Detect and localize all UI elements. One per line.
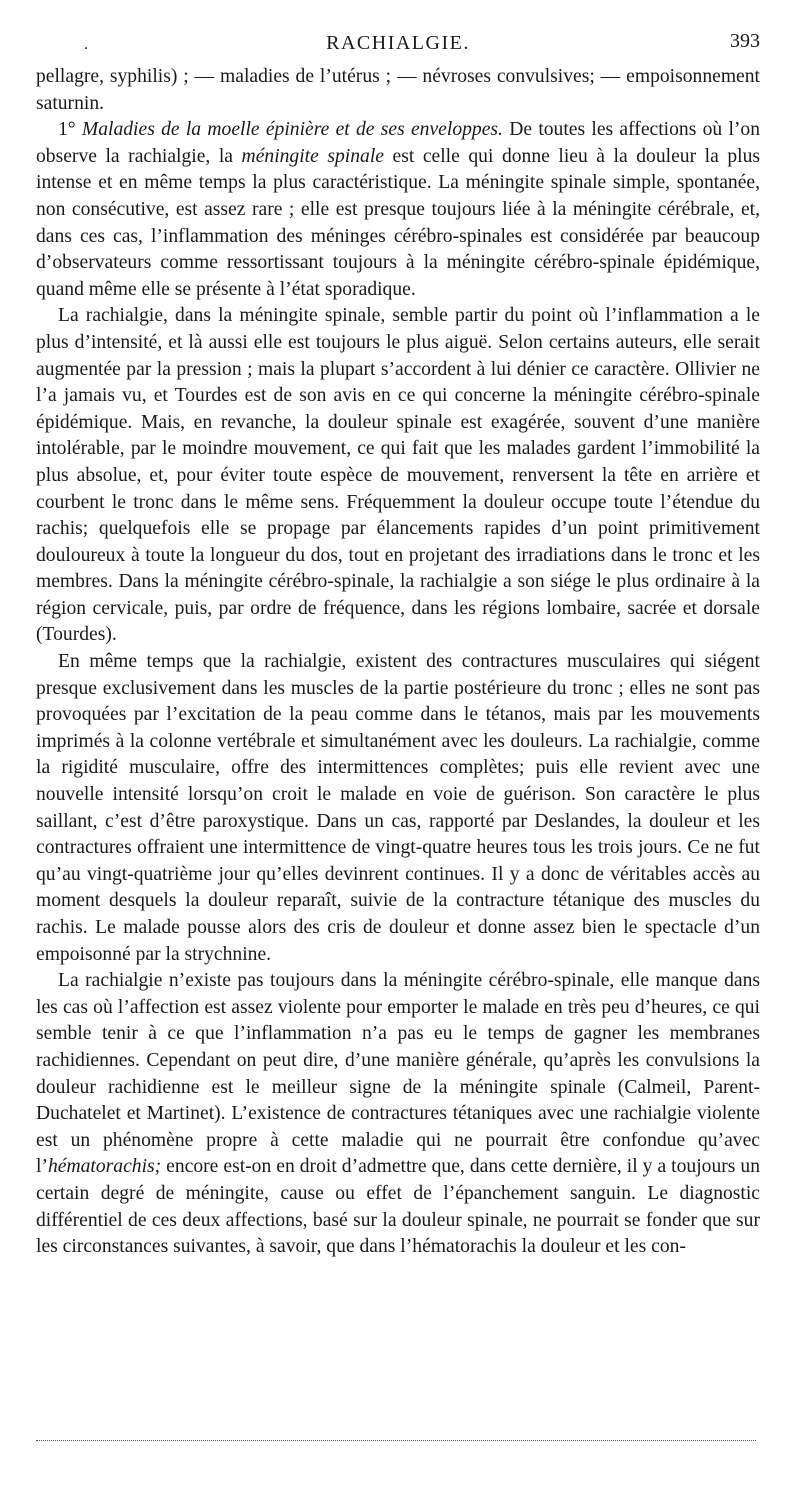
footer-dotted-rule	[36, 1440, 756, 1441]
text-run: encore est-on en droit d’admettre que, dans cette dernière, il y a toujours un certain degré de méningite, cause ou effet de l’épanchement sanguin. Le diagnostic différentiel de ces deux affections, basé sur la douleur spinale, ne pourrait se fonder que sur les circonstances suivantes, à savoir, que dans l’hématorachis la douleur et les con-	[36, 1156, 760, 1258]
header-dot: .	[84, 36, 88, 53]
paragraph	[36, 117, 760, 303]
running-header	[36, 30, 760, 58]
page	[36, 30, 760, 1261]
paragraph	[36, 968, 760, 1261]
text-run: 1°	[58, 119, 82, 141]
text-run: En même temps que la rachialgie, existent des contractures musculaires qui siégent presque exclusivement dans les muscles de la partie postérieure du tronc ; elles ne sont pas provoquées par l’excitation de la peau comme dans le tétanos, mais par les mouvements imprimés à la colonne vertébrale et simultanément avec les douleurs. La rachialgie, comme la rigidité musculaire, offre des intermittences complètes; puis elle revient avec une nouvelle intensité lorsqu’on croit le malade en voie de guérison. Son caractère le plus saillant, c’est d’être paroxystique. Dans un cas, rapporté par Deslandes, la douleur et les contractures offraient une intermittence de vingt-quatre heures tous les trois jours. Ce ne fut qu’au vingt-quatrième jour qu’elles devinrent continues. Il y a donc de véritables accès au moment desquels la douleur reparaît, suivie de la contracture tétanique des muscles du rachis. Le malade pousse alors des cris de douleur et donne assez bien le spectacle d’un empoisonné par la strychnine.	[36, 651, 760, 965]
italic-run: hématorachis;	[47, 1156, 162, 1178]
page-number: 393	[730, 30, 760, 52]
text-run: De toutes les affections où l’on observe la rachialgie, la	[36, 119, 761, 167]
running-title: RACHIALGIE.	[326, 32, 470, 54]
body-text	[36, 64, 760, 1261]
text-run: pellagre, syphilis) ; — maladies de l’utérus ; — névroses convulsives; — empoisonnement saturnin.	[36, 66, 760, 114]
italic-run: méningite spinale	[241, 145, 384, 167]
text-run: est celle qui donne lieu à la douleur la plus intense et en même temps la plus caractéristique. La méningite spinale simple, spontanée, non consécutive, est assez rare ; elle est presque toujours liée à la méningite cérébrale, et, dans ces cas, l’inflammation des méninges cérébro-spinales est considérée par beaucoup d’observateurs comme ressortissant toujours à la méningite cérébro-spinale épidémique, quand même elle se présente à l’état sporadique.	[36, 145, 760, 300]
paragraph	[36, 649, 760, 968]
paragraph	[36, 64, 760, 117]
paragraph	[36, 303, 760, 649]
italic-run: Maladies de la moelle épinière et de ses enveloppes.	[81, 119, 503, 141]
text-run: La rachialgie, dans la méningite spinale, semble partir du point où l’inflammation a le plus d’intensité, et là aussi elle est toujours le plus aiguë. Selon certains auteurs, elle serait augmentée par la pression ; mais la plupart s’accordent à lui dénier ce caractère. Ollivier ne l’a jamais vu, et Tourdes est de son avis en ce qui concerne la méningite cérébro-spinale épidémique. Mais, en revanche, la douleur spinale est exagérée, souvent d’une manière intolérable, par le moindre mouvement, ce qui fait que les malades gardent l’immobilité la plus absolue, et, pour éviter toute espèce de mouvement, renversent la tête en arrière et courbent le tronc dans le même sens. Fréquemment la douleur occupe toute l’étendue du rachis; quelquefois elle se propage par élancements rapides d’un point primitivement douloureux à toute la longueur du dos, tout en projetant des irradiations dans le tronc et les membres. Dans la méningite cérébro-spinale, la rachialgie a son siége le plus ordinaire à la région cervicale, puis, par ordre de fréquence, dans les régions lombaire, sacrée et dorsale (Tourdes).	[36, 305, 760, 646]
text-run: La rachialgie n’existe pas toujours dans la méningite cérébro-spinale, elle manque dans les cas où l’affection est assez violente pour emporter le malade en très peu d’heures, ce qui semble tenir à ce que l’inflammation n’a pas eu le temps de gagner les membranes rachidiennes. Cependant on peut dire, d’une manière générale, qu’après les convulsions la douleur rachidienne est le meilleur signe de la méningite spinale (Calmeil, Parent-Duchatelet et Martinet). L’existence de contractures tétaniques avec une rachialgie violente est un phénomène propre à cette maladie qui ne pourrait être confondue qu’avec l’	[36, 970, 760, 1178]
